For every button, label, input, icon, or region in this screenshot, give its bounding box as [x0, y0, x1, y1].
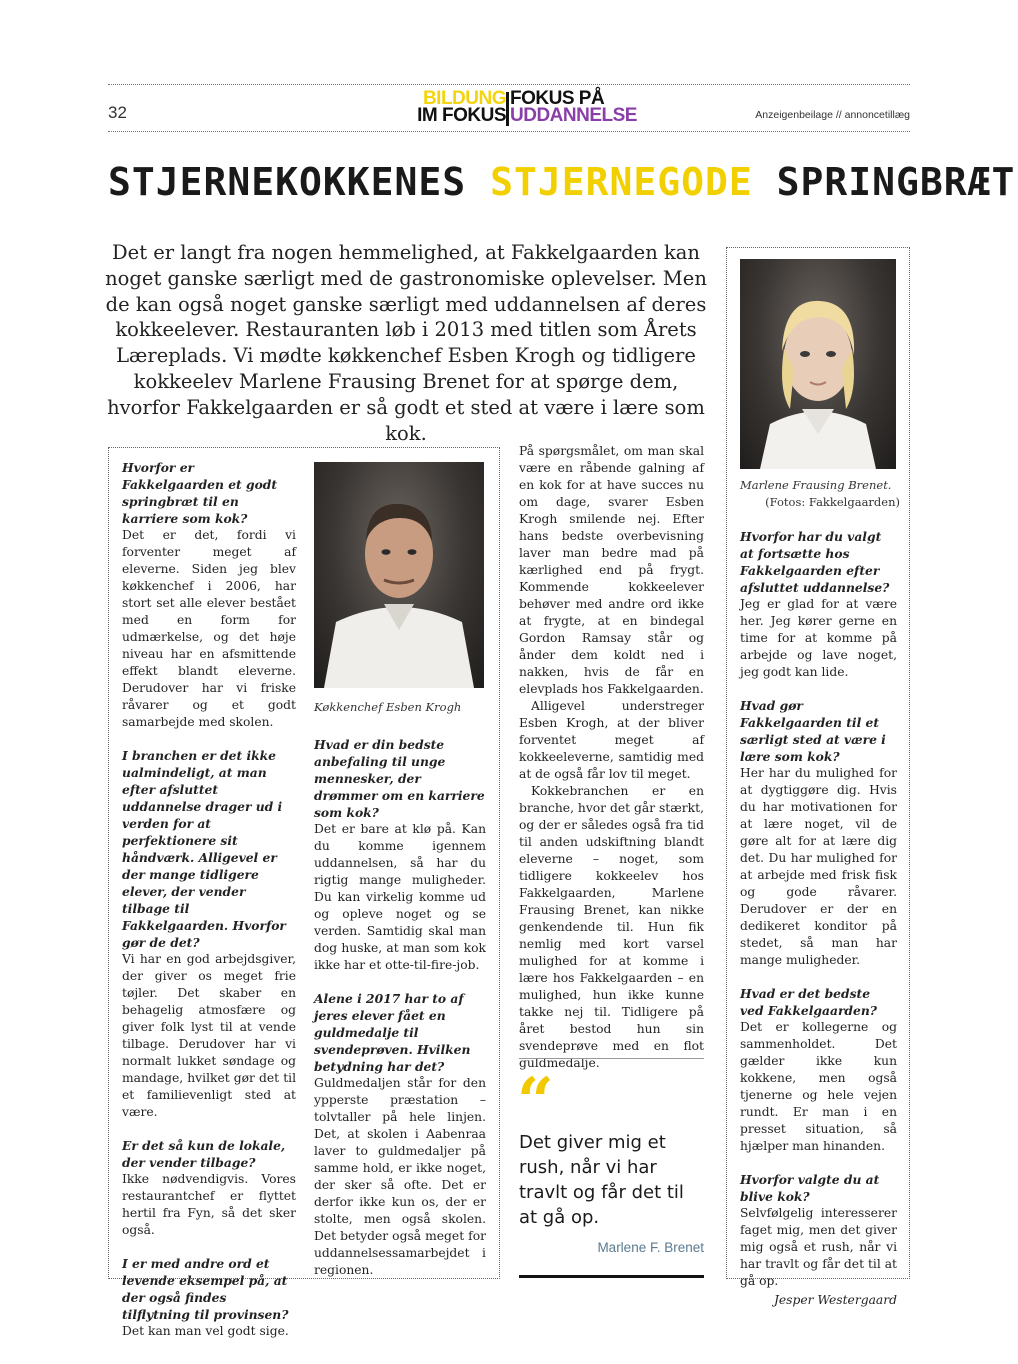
- headline-part1: STJERNEKOKKENES: [108, 160, 467, 204]
- col1-answer-2: Vi har en god arbejdsgiver, der giver os meget frie tøjler. Det skaber en behagelig atmosfære og giver folk lyst til at vende tilbage. Derudover har vi normalt lukket søndage og mandage, hvilket gør det til et familievenligt sted at være.: [122, 952, 296, 1119]
- author-byline: Jesper Westergaard: [773, 1293, 897, 1307]
- logo-im-fokus: IM FOKUS: [417, 105, 506, 126]
- col4-answer-1: Jeg er glad for at være her. Jeg kører gerne en time for at komme på arbejde og lave noget, jeg godt kan lide.: [740, 597, 897, 679]
- marlene-caption: [740, 477, 900, 511]
- pull-quote-bottom-rule: [519, 1275, 704, 1278]
- col4-question-2: Hvad gør Fakkelgaarden til et særligt sted at være i lære som kok?: [740, 698, 886, 764]
- top-rule: [108, 84, 910, 85]
- lead-paragraph: Det er langt fra nogen hemmelighed, at Fakkelgaarden kan noget ganske særligt med de gastronomiske oplevelser. Men de kan også noget ganske særligt med uddannelsen af deres kokkeelever. Restauranten løb i 2013 med titlen som Årets Læreplads. Vi mødte køkkenchef Esben Krogh og tidligere kokkeelev Marlene Frausing Brenet for at spørge dem, hvorfor Fakkelgaarden er så godt et sted at være i lære som kok.: [105, 241, 707, 445]
- column-1: [122, 459, 296, 1340]
- marlene-portrait-illustration: [740, 259, 896, 469]
- col1-question-3: Er det så kun de lokale, der vender tilbage?: [122, 1138, 286, 1170]
- col3-paragraph-3: Kokkebranchen er en branche, hvor det går stærkt, og der er således også fra tid til anden udskiftning blandt eleverne – noget, som tidligere kokkeelev hos Fakkelgaarden, Marlene Frausing Brenet, kan nikke genkendende til. Hun fik nemlig med kort varsel mulighed for at komme i lære hos Fakkelgaarden – en mulighed, hun ikke kunne takke nej til. Tidligere på året bestod hun sin svendeprøve med en flot guldmedalje.: [519, 784, 704, 1070]
- logo-uddannelse: UDDANNELSE: [510, 105, 637, 126]
- esben-portrait-illustration: [314, 462, 484, 688]
- pull-quote-attribution: Marlene F. Brenet: [597, 1240, 704, 1255]
- marlene-caption-credit: (Fotos: Fakkelgaarden): [765, 495, 900, 509]
- col1-answer-3: Ikke nødvendigvis. Vores restaurantchef er flyttet hertil fra Fyn, så det sker også.: [122, 1172, 296, 1237]
- col2-answer-1: Det er bare at klø på. Kan du komme igennem uddannelsen, så har du rigtig mange muligheder. Du kan virkelig komme ud og opleve noget og se verden. Samtidig skal man dog huske, at man som kok ikke har et otte-til-fire-job.: [314, 822, 486, 972]
- col4-answer-4: Selvfølgelig interesserer faget mig, men det giver mig også et rush, når vi har travlt og får det til at gå op.: [740, 1206, 897, 1288]
- esben-caption: Køkkenchef Esben Krogh: [314, 700, 462, 714]
- marlene-caption-name: Marlene Frausing Brenet.: [740, 478, 892, 492]
- pull-quote: Det giver mig et rush, når vi har travlt og får det til at gå op.: [519, 1132, 684, 1228]
- column-4: [740, 528, 897, 1309]
- quote-mark-icon: “: [517, 1064, 554, 1139]
- col4-answer-2: Her har du mulighed for at dygtiggøre dig. Hvis du har motivationen for at lære noget, vil de gøre alt for at lære dig det. Du har mulighed for at arbejde med frisk fisk og gode råvarer. Derudover er der en dedikeret konditor på stedet, så man har mange muligheder.: [740, 766, 897, 967]
- col3-paragraph-1: På spørgsmålet, om man skal være en råbende galning af en kok for at have succes nu om dage, svarer Esben Krogh smilende nej. Efter hans bedste overbevisning laver man bedre mad på kærlighed end på frygt. Kommende kokkeelever behøver med andre ord ikke at frygte, at en bindegal Gordon Ramsay står og ånder dem koldt ned i nakken, hvis de får en elevplads hos Fakkelgaarden.: [519, 444, 704, 696]
- supplement-label: Anzeigenbeilage // annoncetillæg: [755, 109, 910, 121]
- col1-question-4: I er med andre ord et levende eksempel på, at der også findes tilflytning til provinsen?: [122, 1256, 289, 1322]
- publication-logo: [398, 90, 668, 130]
- marlene-photo: [740, 259, 896, 469]
- headline-part3: SPRINGBRÆT: [776, 160, 1016, 204]
- col2-question-1: Hvad er din bedste anbefaling til unge mennesker, der drømmer om en karriere som kok?: [314, 737, 485, 820]
- col4-question-3: Hvad er det bedste ved Fakkelgaarden?: [740, 986, 877, 1018]
- page-number: 32: [108, 103, 127, 122]
- logo-bildung: BILDUNG: [422, 88, 506, 109]
- column-3: [519, 443, 704, 1072]
- headline: [108, 160, 1016, 224]
- col2-question-2: Alene i 2017 har to af jeres elever fået en guldmedalje til svendeprøven. Hvilken betydning har det?: [314, 991, 471, 1074]
- headline-part2: STJERNEGODE: [490, 160, 753, 204]
- col3-paragraph-2: Alligevel understreger Esben Krogh, at der bliver forventet meget af kokkeeleverne, samtidig med at de også får lov til meget.: [519, 699, 704, 781]
- col4-answer-3: Det er kollegerne og sammenholdet. Det gælder ikke kun kokkene, men også tjenerne og hele vejen rundt. Er man i en presset situation, så hjælper man hinanden.: [740, 1020, 897, 1153]
- pull-quote-top-rule: [519, 1058, 704, 1059]
- header-rule: [108, 131, 910, 132]
- col2-answer-2: Guldmedaljen står for den ypperste præstation – tolvtaller på hele linjen. Det, at skolen i Aabenraa laver to guldmedaljer på samme hold, er ikke noget, der sker så ofte. Det er derfor ikke kun os, der er stolte, men også skolen. Det betyder også meget for uddannelsessamarbejdet i regionen.: [314, 1076, 486, 1277]
- col4-question-1: Hvorfor har du valgt at fortsætte hos Fakkelgaarden efter afsluttet uddannelse?: [740, 529, 890, 595]
- column-2: [314, 736, 486, 1279]
- col1-question-1: Hvorfor er Fakkelgaarden et godt springbræt til en karriere som kok?: [122, 460, 278, 526]
- col1-question-2: I branchen er det ikke ualmindeligt, at man efter afsluttet uddannelse drager ud i verden for at perfektionere sit håndværk. Alligevel er der mange tidligere elever, der vender tilbage til Fakkelgaarden. Hvorfor gør de det?: [122, 748, 286, 950]
- logo-divider: [506, 92, 509, 126]
- esben-photo: [314, 462, 484, 688]
- col1-answer-1: Det er det, fordi vi forventer meget af eleverne. Siden jeg blev køkkenchef i 2006, har stort set alle elever bestået med en form for udmærkelse, og det høje niveau har en afsmittende effekt blandt eleverne. Derudover har vi friske råvarer og et godt samarbejde med skolen.: [122, 528, 296, 729]
- logo-fokus-paa: FOKUS PÅ: [510, 88, 605, 109]
- col4-question-4: Hvorfor valgte du at blive kok?: [740, 1172, 880, 1204]
- col1-answer-4: Det kan man vel godt sige.: [122, 1324, 289, 1338]
